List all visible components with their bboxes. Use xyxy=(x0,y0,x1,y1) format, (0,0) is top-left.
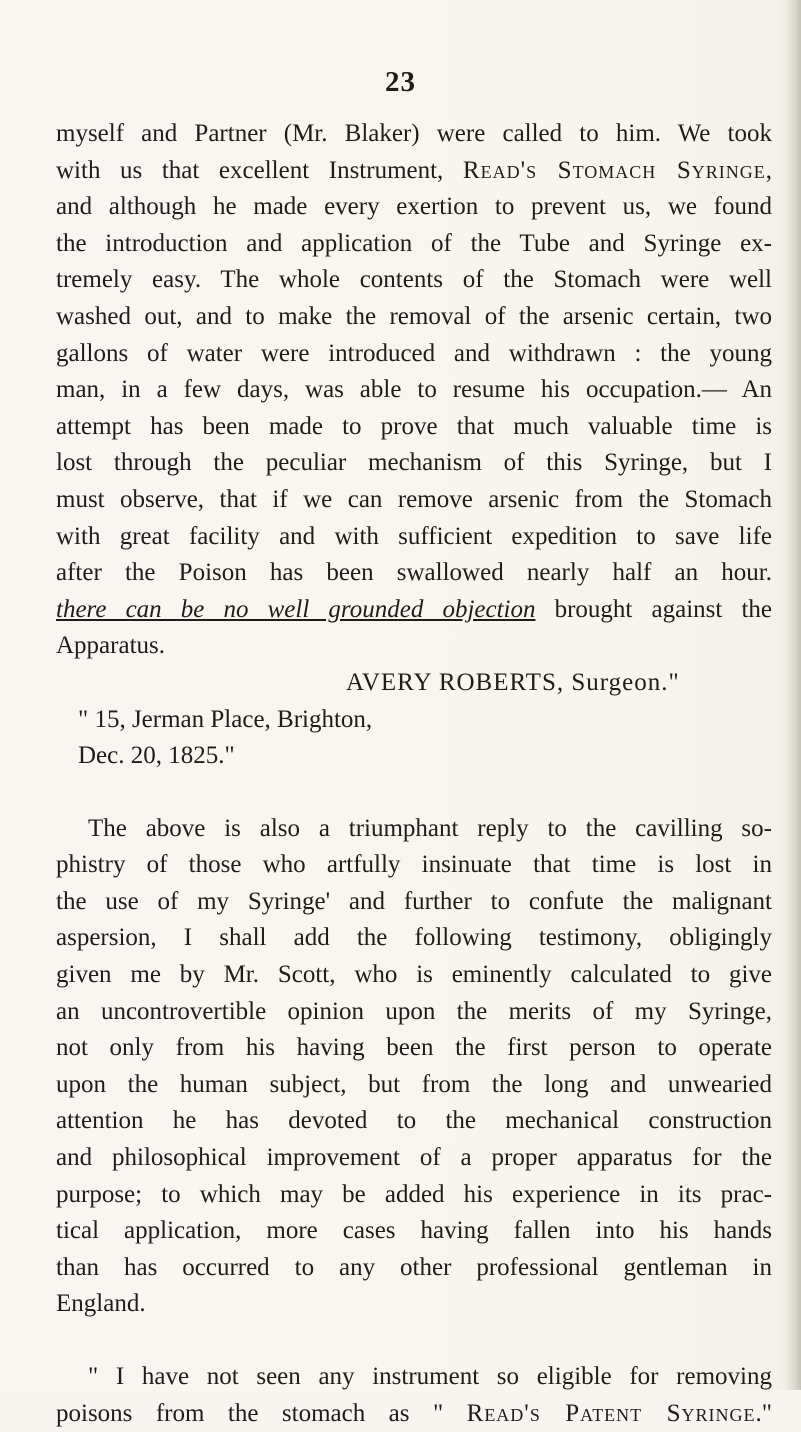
text-line: The above is also a triumphant reply to the cavilling so- xyxy=(88,814,772,842)
text-line: the introduction and application of the Tube and Syringe ex- xyxy=(56,229,772,257)
page-edge-shadow xyxy=(785,0,801,1390)
text-line xyxy=(56,592,772,629)
text-line: an uncontrovertible opinion upon the merits of my Syringe, xyxy=(56,997,772,1025)
text-line xyxy=(56,153,772,190)
address: " 15, Jerman Place, Brighton, xyxy=(78,705,373,733)
text-line: washed out, and to make the removal of the arsenic certain, two xyxy=(56,302,772,330)
text-line: tremely easy. The whole contents of the Stomach were well xyxy=(56,266,772,294)
text-line: must observe, that if we can remove arsenic from the Stomach xyxy=(56,485,772,513)
text-line: and philosophical improvement of a proper apparatus for the xyxy=(56,1144,772,1172)
text-line: purpose; to which may be added his experience in its prac- xyxy=(56,1180,772,1208)
text-line: myself and Partner (Mr. Blaker) were called to him. We took xyxy=(56,120,772,147)
text-line: Apparatus. xyxy=(56,632,165,660)
text-span: ." xyxy=(755,1399,772,1427)
text-span: with us that excellent Instrument, xyxy=(56,156,463,184)
instrument-name: Read's Stomach Syringe xyxy=(462,156,766,184)
quote-line: " I have not seen any instrument so eligible for removing xyxy=(88,1363,772,1390)
letter-date: Dec. 20, 1825." xyxy=(78,742,235,770)
text-line: with great facility and with sufficient expedition to save life xyxy=(56,522,772,550)
text-line: given me by Mr. Scott, who is eminently calculated to give xyxy=(56,961,772,989)
text-line: than has occurred to any other professional gentleman in xyxy=(56,1253,772,1281)
text-span: , xyxy=(765,156,772,184)
text-line: attention he has devoted to the mechanical construction xyxy=(56,1107,772,1135)
text-span: poisons from the stomach as " xyxy=(56,1399,467,1427)
text-line: phistry of those who artfully insinuate that time is lost in xyxy=(56,851,772,879)
paragraph-gap xyxy=(56,775,772,811)
text-line: upon the human subject, but from the long and unwearied xyxy=(56,1070,772,1098)
text-line: gallons of water were introduced and withdrawn : the young xyxy=(56,339,772,367)
text-span: brought against the xyxy=(535,595,772,623)
instrument-name: Read's Patent Syringe xyxy=(466,1399,756,1427)
text-line: not only from his having been the first person to operate xyxy=(56,1034,772,1062)
text-line: attempt has been made to prove that much valuable time is xyxy=(56,412,772,440)
text-line: tical application, more cases having fallen into his hands xyxy=(56,1217,772,1245)
text-line: lost through the peculiar mechanism of this Syringe, but I xyxy=(56,449,772,477)
page-body-text xyxy=(56,116,772,1432)
text-line: after the Poison has been swallowed nearly half an hour. xyxy=(56,559,772,587)
paragraph-gap xyxy=(56,1323,772,1359)
italic-emphasis: there can be no well grounded objection xyxy=(56,595,536,623)
signature: AVERY ROBERTS, Surgeon." xyxy=(346,668,680,696)
text-line: England. xyxy=(56,1290,146,1318)
quote-line xyxy=(56,1396,772,1432)
text-line: aspersion, I shall add the following testimony, obligingly xyxy=(56,924,772,952)
text-line: man, in a few days, was able to resume his occupation.— An xyxy=(56,376,772,404)
text-line: the use of my Syringe' and further to confute the malignant xyxy=(56,887,772,915)
text-line: and although he made every exertion to prevent us, we found xyxy=(56,193,772,221)
page-number: 23 xyxy=(385,66,416,98)
